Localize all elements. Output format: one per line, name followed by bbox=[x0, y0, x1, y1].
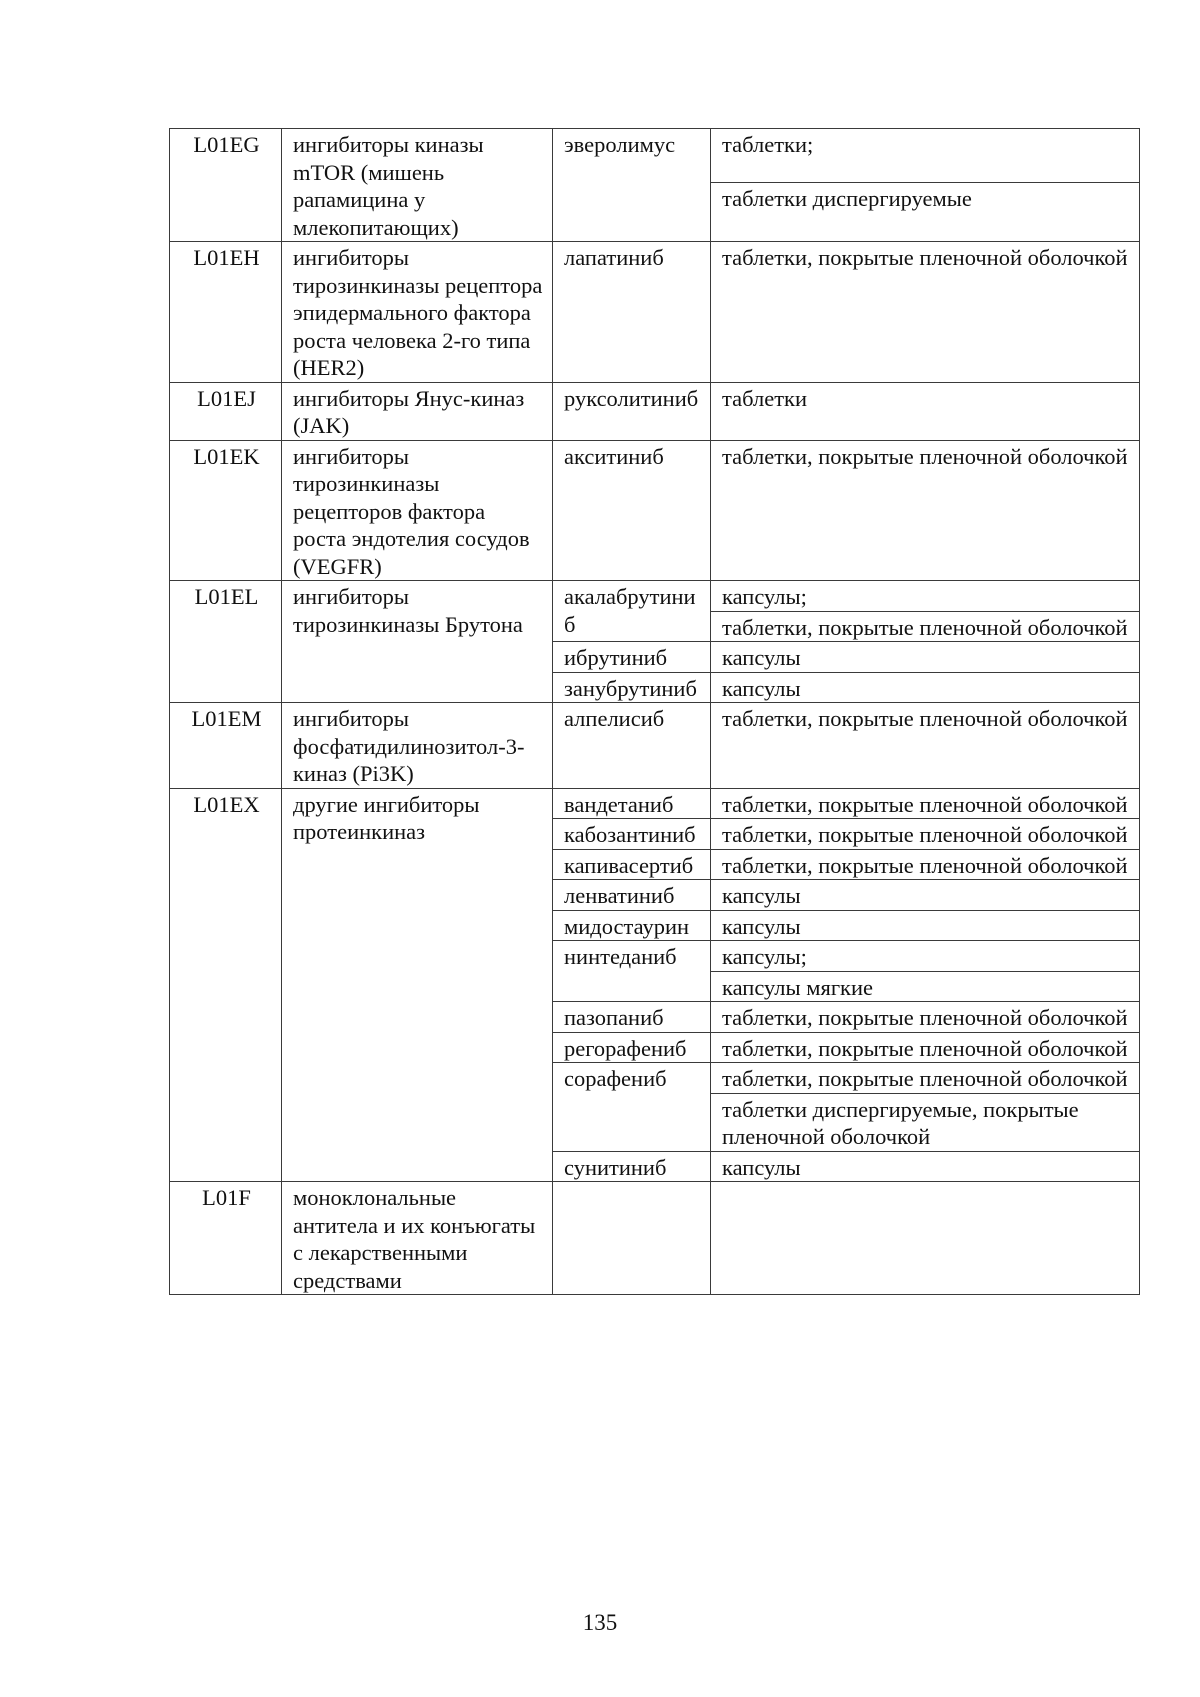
dosage-form: таблетки диспергируемые bbox=[711, 183, 1140, 242]
table-row bbox=[170, 788, 1140, 819]
drug-name: регорафениб bbox=[553, 1032, 711, 1063]
dosage-form: таблетки, покрытые пленочной оболочкой bbox=[711, 611, 1140, 642]
drug-name: вандетаниб bbox=[553, 788, 711, 819]
dosage-form: таблетки, покрытые пленочной оболочкой bbox=[711, 440, 1140, 581]
dosage-form: таблетки, покрытые пленочной оболочкой bbox=[711, 1032, 1140, 1063]
atc-code: L01EH bbox=[170, 242, 282, 383]
group-name: ингибиторы Янус-киназ (JAK) bbox=[282, 382, 553, 440]
medication-table bbox=[169, 128, 1140, 1295]
atc-code: L01EM bbox=[170, 703, 282, 789]
dosage-form: таблетки, покрытые пленочной оболочкой bbox=[711, 849, 1140, 880]
table-row bbox=[170, 382, 1140, 440]
drug-name: ибрутиниб bbox=[553, 642, 711, 673]
page-number: 135 bbox=[582, 1610, 618, 1635]
dosage-form: таблетки, покрытые пленочной оболочкой bbox=[711, 1063, 1140, 1094]
drug-name: сунитиниб bbox=[553, 1151, 711, 1182]
dosage-form: таблетки, покрытые пленочной оболочкой bbox=[711, 1002, 1140, 1033]
group-name: ингибиторы тирозинкиназы рецепторов фактора роста эндотелия сосудов (VEGFR) bbox=[282, 440, 553, 581]
table-row bbox=[170, 242, 1140, 383]
dosage-form bbox=[711, 1182, 1140, 1295]
drug-name: алпелисиб bbox=[553, 703, 711, 789]
table-row bbox=[170, 1182, 1140, 1295]
group-name: ингибиторы киназы mTOR (мишень рапамицина у млекопитающих) bbox=[282, 129, 553, 242]
drug-name: акситиниб bbox=[553, 440, 711, 581]
table-row bbox=[170, 703, 1140, 789]
dosage-form: таблетки; bbox=[711, 129, 1140, 183]
atc-code: L01EG bbox=[170, 129, 282, 242]
dosage-form: таблетки bbox=[711, 382, 1140, 440]
drug-name: капивасертиб bbox=[553, 849, 711, 880]
atc-code: L01EJ bbox=[170, 382, 282, 440]
group-name: моноклональные антитела и их конъюгаты с лекарственными средствами bbox=[282, 1182, 553, 1295]
drug-name: ленватиниб bbox=[553, 880, 711, 911]
dosage-form: капсулы; bbox=[711, 941, 1140, 972]
drug-name: эверолимус bbox=[553, 129, 711, 242]
dosage-form: таблетки диспергируемые, покрытые пленочной оболочкой bbox=[711, 1093, 1140, 1151]
group-name: другие ингибиторы протеинкиназ bbox=[282, 788, 553, 1182]
drug-name: пазопаниб bbox=[553, 1002, 711, 1033]
table-row bbox=[170, 129, 1140, 183]
dosage-form: капсулы; bbox=[711, 581, 1140, 612]
dosage-form: капсулы bbox=[711, 880, 1140, 911]
table-row bbox=[170, 440, 1140, 581]
group-name: ингибиторы фосфатидилинозитол-3-киназ (Pi3K) bbox=[282, 703, 553, 789]
drug-name bbox=[553, 1182, 711, 1295]
atc-code: L01EX bbox=[170, 788, 282, 1182]
drug-name: акалабрутиниб bbox=[553, 581, 711, 642]
drug-name: лапатиниб bbox=[553, 242, 711, 383]
atc-code: L01F bbox=[170, 1182, 282, 1295]
group-name: ингибиторы тирозинкиназы Брутона bbox=[282, 581, 553, 703]
dosage-form: капсулы мягкие bbox=[711, 971, 1140, 1002]
dosage-form: капсулы bbox=[711, 910, 1140, 941]
group-name: ингибиторы тирозинкиназы рецептора эпидермального фактора роста человека 2-го типа (HER2) bbox=[282, 242, 553, 383]
dosage-form: капсулы bbox=[711, 672, 1140, 703]
drug-name: занубрутиниб bbox=[553, 672, 711, 703]
drug-name: кабозантиниб bbox=[553, 819, 711, 850]
dosage-form: капсулы bbox=[711, 642, 1140, 673]
dosage-form: капсулы bbox=[711, 1151, 1140, 1182]
drug-name: мидостаурин bbox=[553, 910, 711, 941]
drug-name: руксолитиниб bbox=[553, 382, 711, 440]
atc-code: L01EK bbox=[170, 440, 282, 581]
atc-code: L01EL bbox=[170, 581, 282, 703]
drug-name: нинтеданиб bbox=[553, 941, 711, 1002]
dosage-form: таблетки, покрытые пленочной оболочкой bbox=[711, 788, 1140, 819]
dosage-form: таблетки, покрытые пленочной оболочкой bbox=[711, 819, 1140, 850]
drug-name: сорафениб bbox=[553, 1063, 711, 1152]
dosage-form: таблетки, покрытые пленочной оболочкой bbox=[711, 242, 1140, 383]
table-row bbox=[170, 581, 1140, 612]
dosage-form: таблетки, покрытые пленочной оболочкой bbox=[711, 703, 1140, 789]
